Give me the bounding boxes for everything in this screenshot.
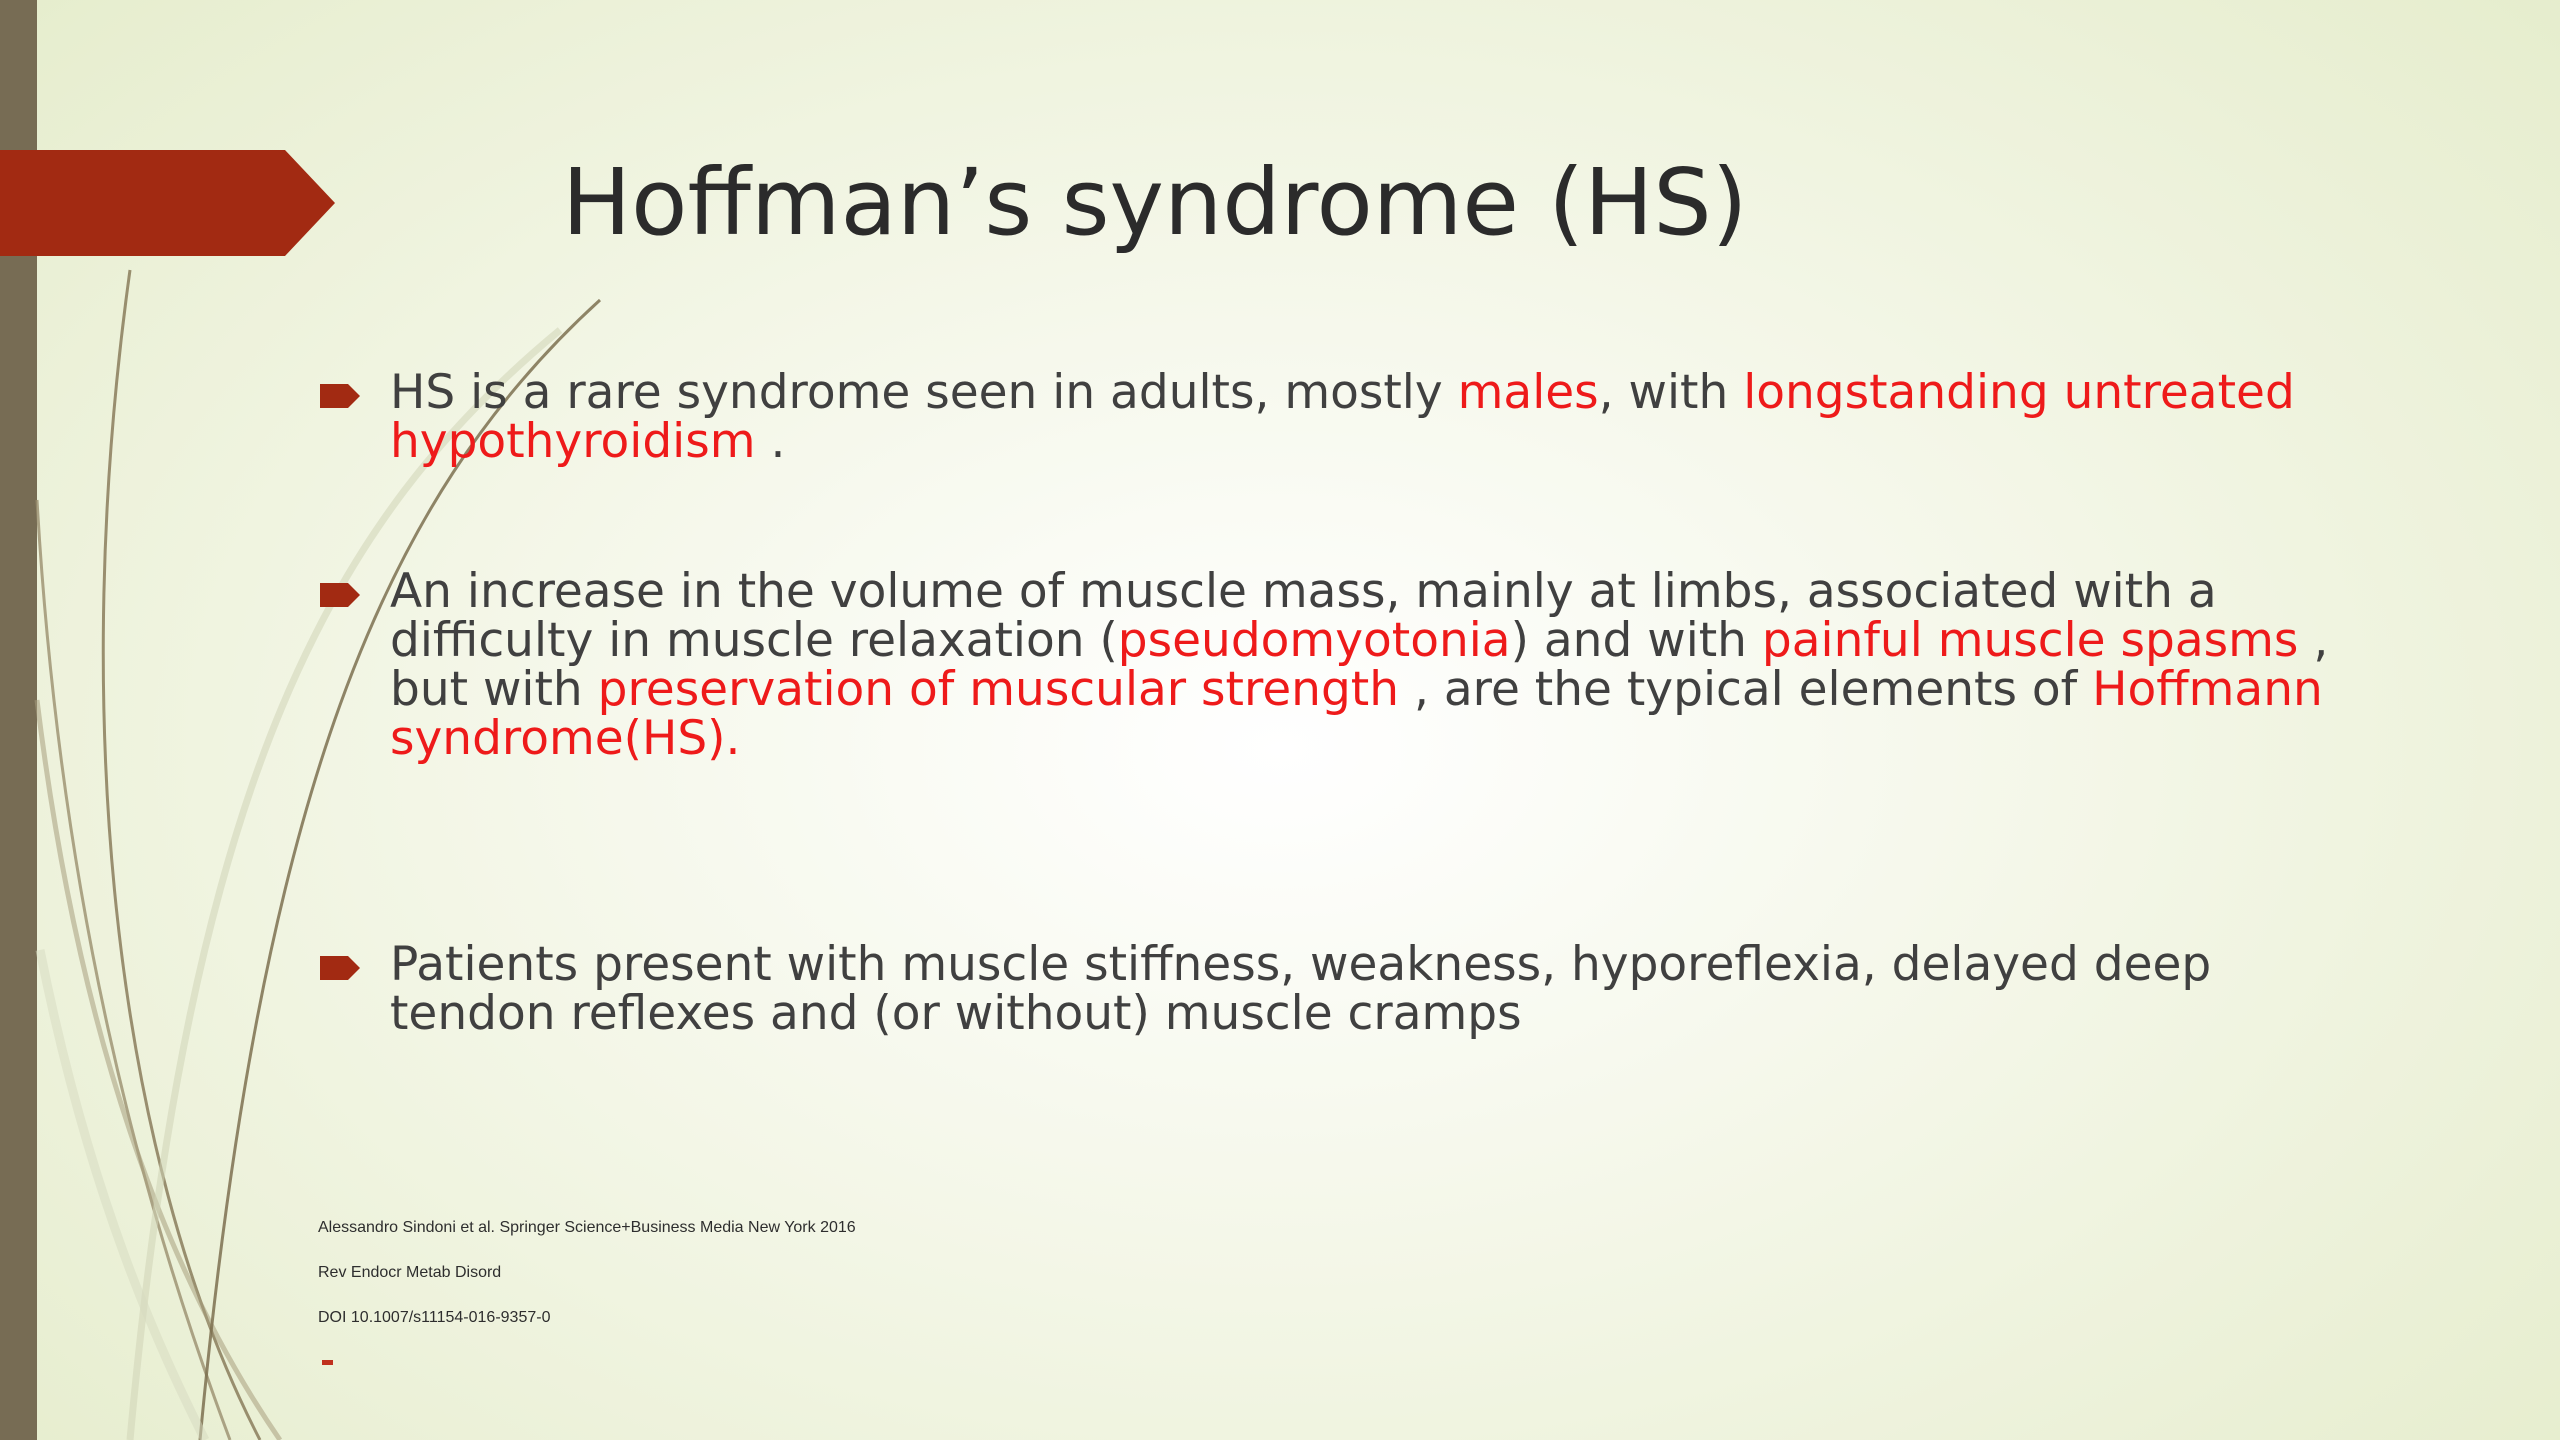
bullet-text	[390, 564, 2390, 766]
small-bullet-mark	[322, 1360, 333, 1365]
bullet-text-segment: Patients present with muscle stiffness, weakness, hyporeflexia, delayed deep tendon reflexes and (or without) muscle cramps	[390, 937, 2212, 1041]
bullet-text-segment: ) and with	[1510, 613, 1762, 668]
title-accent-arrow	[0, 150, 340, 256]
highlight-text: longstanding untreated hypothyroidism	[390, 365, 2295, 469]
reference-block	[318, 1214, 856, 1349]
reference-journal: Rev Endocr Metab Disord	[318, 1264, 502, 1281]
bullet-text-segment: , with	[1598, 365, 1744, 420]
arrow-bullet-icon	[320, 953, 362, 983]
bullet-text	[390, 937, 2390, 1041]
highlight-text: painful muscle spasms	[1761, 613, 2299, 668]
highlight-text: pseudomyotonia	[1117, 613, 1511, 668]
bullet-text-segment: , are the typical elements of	[1399, 662, 2093, 717]
highlight-text: preservation of muscular strength	[597, 662, 1400, 717]
bullet-text-segment: .	[755, 414, 786, 469]
bullet-text	[390, 365, 2390, 469]
highlight-text: males	[1457, 365, 1599, 420]
reference-doi: DOI 10.1007/s11154-016-9357-0	[318, 1309, 551, 1326]
slide-title: Hoffman’s syndrome (HS)	[562, 149, 1748, 256]
bullet-text-segment: An increase in the volume of muscle mass, mainly at limbs, associated with a difficulty in muscle relaxation (	[390, 564, 2217, 668]
arrow-bullet-icon	[320, 381, 362, 411]
bullet-text-segment: , but with	[390, 613, 2329, 717]
bullet-text-segment: HS is a rare syndrome seen in adults, mostly	[390, 365, 1458, 420]
reference-citation: Alessandro Sindoni et al. Springer Science+Business Media New York 2016	[318, 1219, 856, 1236]
highlight-text: Hoffmann syndrome(HS).	[390, 662, 2323, 766]
arrow-bullet-icon	[320, 580, 362, 610]
